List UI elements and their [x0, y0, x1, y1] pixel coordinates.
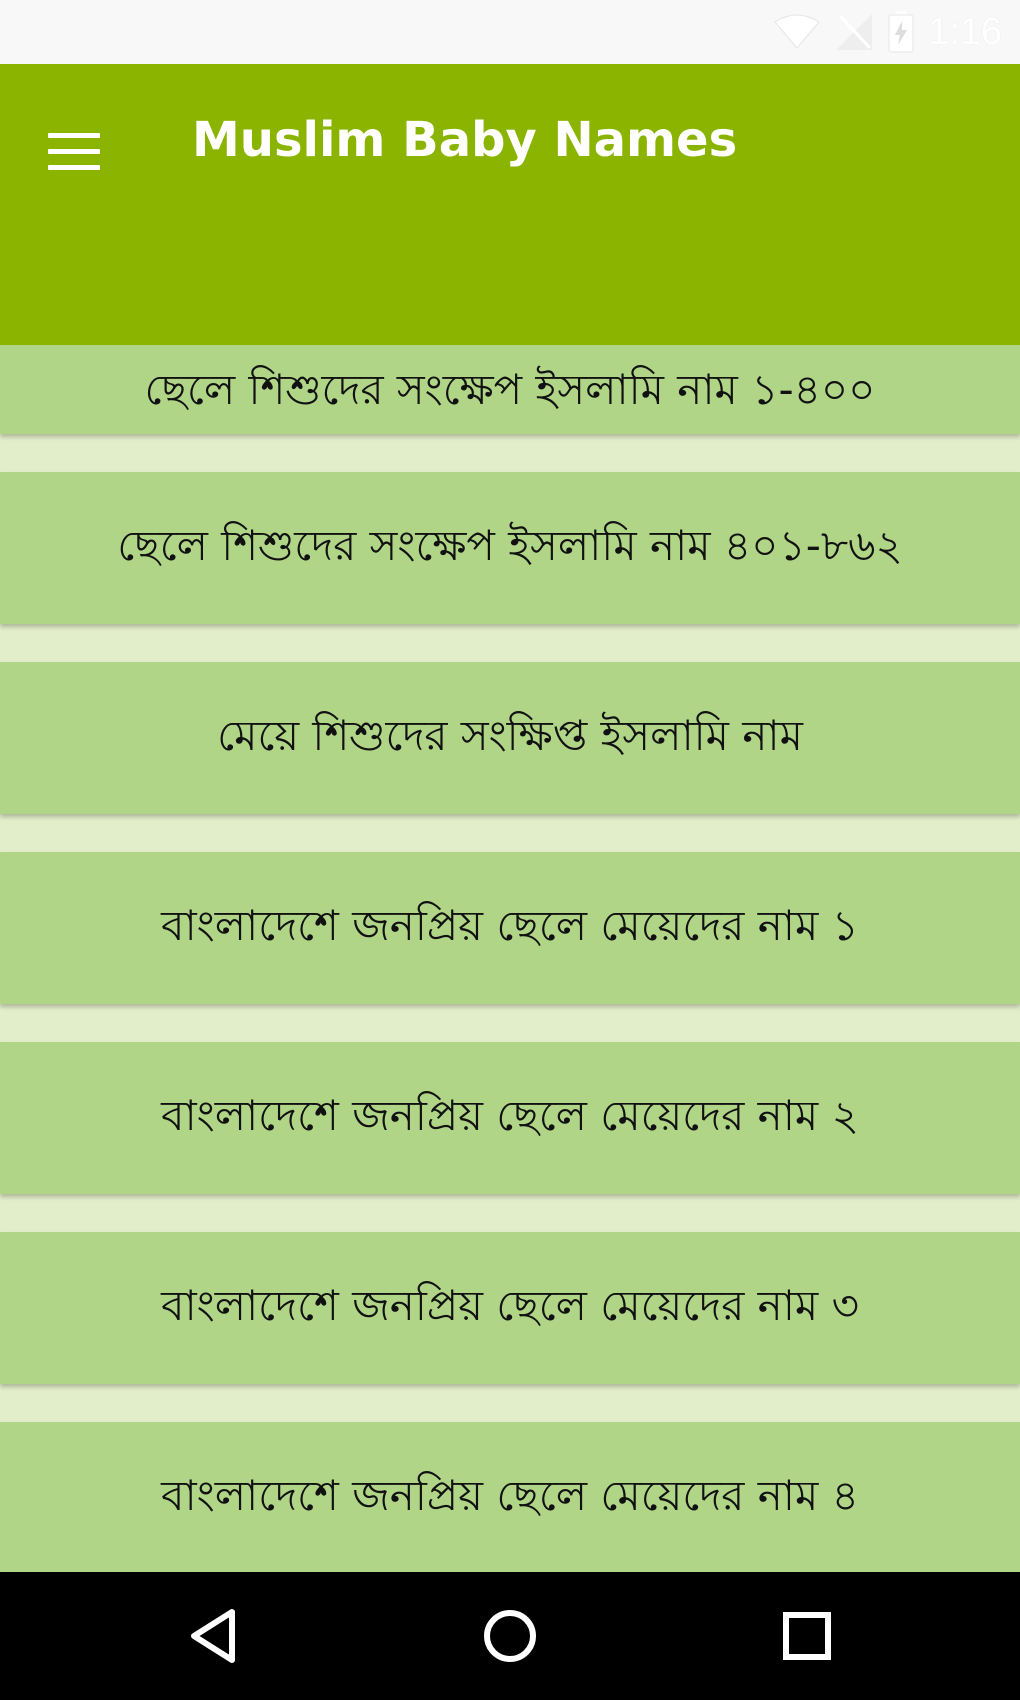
list-item[interactable] [0, 1232, 1020, 1384]
no-signal-icon [834, 12, 874, 52]
list-item-label: ছেলে শিশুদের সংক্ষেপ ইসলামি নাম ১-৪০০ [144, 364, 876, 414]
home-icon [482, 1608, 538, 1664]
page-title: Muslim Baby Names [192, 112, 738, 168]
status-time: 1:16 [928, 10, 1002, 53]
back-icon [188, 1608, 238, 1664]
list-item-label: মেয়ে শিশুদের সংক্ষিপ্ত ইসলামি নাম [217, 710, 803, 760]
app-toolbar [0, 64, 1020, 345]
recents-icon [782, 1611, 832, 1661]
back-button[interactable] [163, 1596, 263, 1676]
home-button[interactable] [460, 1596, 560, 1676]
list-item[interactable] [0, 852, 1020, 1004]
wifi-icon [774, 14, 820, 50]
battery-charging-icon [888, 11, 914, 53]
list-item[interactable] [0, 662, 1020, 814]
list-item-label: বাংলাদেশে জনপ্রিয় ছেলে মেয়েদের নাম ২ [161, 1090, 859, 1140]
list-item[interactable] [0, 1042, 1020, 1194]
hamburger-menu-icon [48, 133, 100, 171]
menu-button[interactable] [30, 108, 118, 196]
list-item-label: বাংলাদেশে জনপ্রিয় ছেলে মেয়েদের নাম ৪ [161, 1470, 859, 1520]
recents-button[interactable] [757, 1596, 857, 1676]
list-item-label: বাংলাদেশে জনপ্রিয় ছেলে মেয়েদের নাম ৩ [161, 1280, 859, 1330]
list-item[interactable] [0, 472, 1020, 624]
list-item[interactable] [0, 1422, 1020, 1574]
status-bar [0, 0, 1020, 64]
list-item-label: ছেলে শিশুদের সংক্ষেপ ইসলামি নাম ৪০১-৮৬২ [117, 520, 903, 570]
system-nav-bar [0, 1572, 1020, 1700]
list-item-label: বাংলাদেশে জনপ্রিয় ছেলে মেয়েদের নাম ১ [161, 900, 859, 950]
